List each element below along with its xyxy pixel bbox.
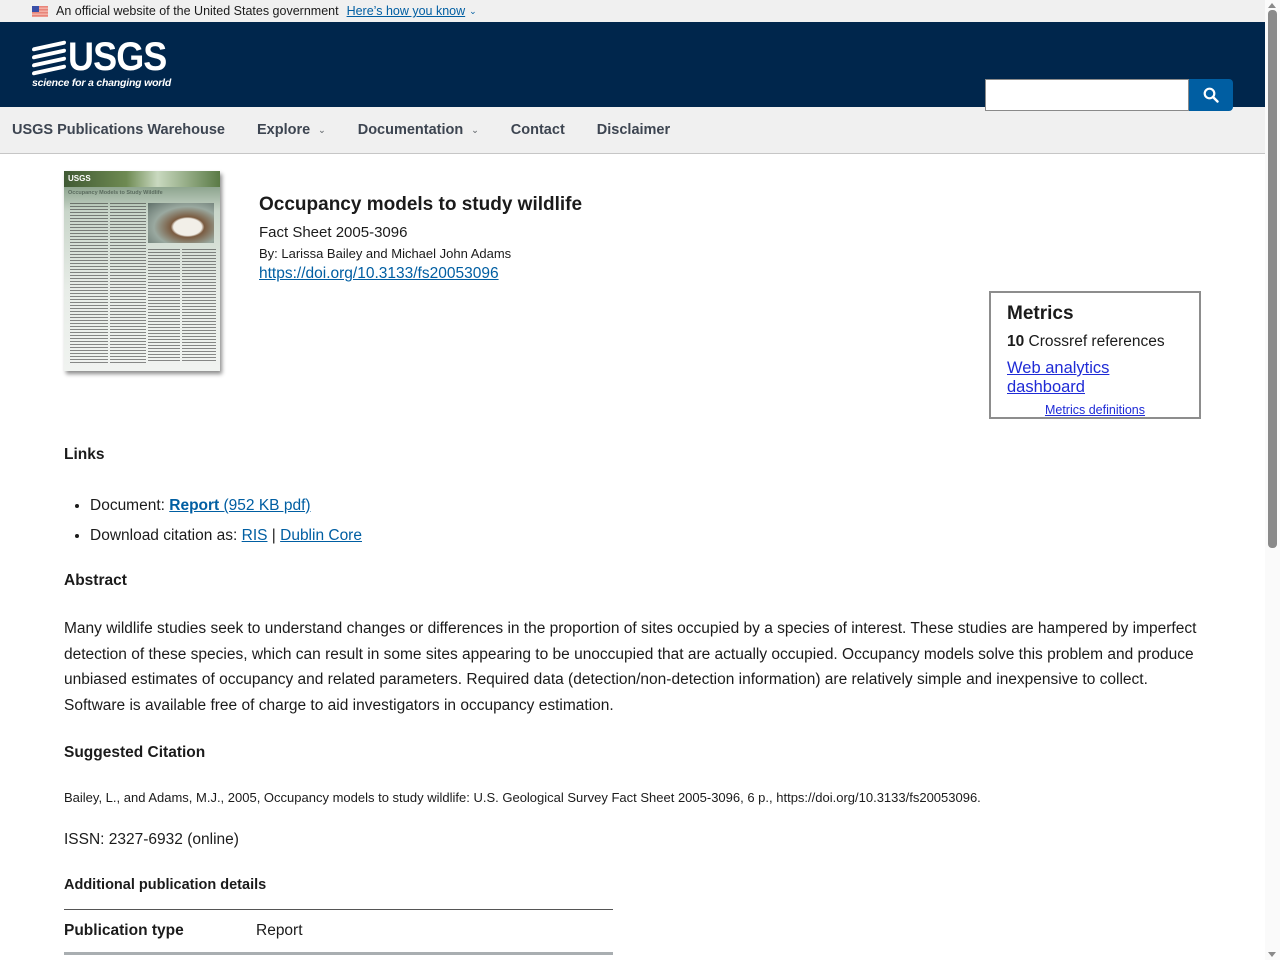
nav-label: USGS Publications Warehouse [12, 122, 225, 138]
salamander-image [148, 203, 214, 243]
nav-explore[interactable] [257, 122, 326, 138]
logo-tagline: science for a changing world [32, 77, 172, 89]
publication-thumbnail[interactable] [64, 171, 220, 371]
nav-label: Explore [256, 122, 311, 138]
nav-documentation[interactable] [358, 122, 479, 138]
detail-value: Report [256, 922, 303, 939]
publication-authors: By: Larissa Bailey and Michael John Adams [259, 246, 512, 261]
chevron-down-icon[interactable]: ⌄ [469, 5, 477, 16]
search-form [985, 79, 1233, 111]
nav-publications-warehouse[interactable] [12, 122, 225, 138]
logo-wordmark: USGS [68, 35, 167, 79]
report-pdf-link[interactable] [169, 497, 310, 514]
heres-how-you-know-link[interactable]: Here’s how you know [346, 4, 466, 18]
crossref-label: Crossref references [1024, 333, 1165, 350]
metrics-definitions-link[interactable]: Metrics definitions [1044, 403, 1146, 417]
separator: | [267, 527, 281, 544]
usgs-waves-icon [32, 40, 66, 74]
doi-link[interactable]: https://doi.org/10.3133/fs20053096 [259, 265, 499, 282]
dublin-core-link[interactable]: Dublin Core [280, 527, 362, 544]
usgs-logo[interactable] [32, 35, 177, 89]
chevron-down-icon: ⌄ [471, 124, 479, 135]
main-nav [0, 107, 1265, 154]
scroll-up-arrow-icon[interactable] [1268, 3, 1276, 8]
gov-banner-text: An official website of the United States government [56, 4, 339, 18]
detail-key: Publication type [64, 922, 184, 939]
citation-heading: Suggested Citation [64, 744, 206, 761]
thumbnail-title: Occupancy Models to Study Wildlife [68, 190, 163, 196]
search-button[interactable] [1189, 79, 1233, 111]
thumbnail-logo: USGS [68, 174, 91, 183]
nav-label: Contact [510, 122, 565, 138]
list-item [90, 491, 362, 521]
abstract-heading: Abstract [64, 572, 127, 589]
details-heading: Additional publication details [64, 877, 267, 893]
table-row [64, 910, 613, 952]
metrics-heading: Metrics [1007, 303, 1074, 324]
issn: ISSN: 2327-6932 (online) [64, 831, 239, 848]
scrollbar-thumb[interactable] [1268, 10, 1277, 548]
document-label: Document: [90, 497, 170, 514]
publication-series: Fact Sheet 2005-3096 [259, 224, 408, 241]
crossref-references [1007, 333, 1183, 351]
links-list [90, 491, 362, 551]
page-title: Occupancy models to study wildlife [259, 194, 583, 215]
search-input[interactable] [985, 79, 1189, 111]
nav-contact[interactable] [511, 122, 565, 138]
scroll-down-arrow-icon[interactable] [1268, 952, 1276, 957]
publication-header [259, 194, 582, 283]
citation-label: Download citation as: [90, 527, 242, 544]
report-link-text: Report [169, 497, 224, 514]
page-scrollbar[interactable] [1265, 0, 1280, 960]
nav-label: Documentation [357, 122, 464, 138]
list-item [90, 521, 362, 551]
citation-text: Bailey, L., and Adams, M.J., 2005, Occupancy models to study wildlife: U.S. Geological Survey Fact Sheet 2005-3096, 6 p., https://doi.org/10.3133/fs20053096. [64, 790, 981, 805]
search-icon [1203, 87, 1219, 103]
chevron-down-icon: ⌄ [318, 124, 326, 135]
site-header [0, 22, 1265, 107]
ris-link[interactable]: RIS [241, 527, 268, 544]
metrics-box [989, 291, 1201, 419]
report-size: (952 KB pdf) [223, 497, 311, 514]
gov-banner [0, 0, 1265, 22]
nav-label: Disclaimer [596, 122, 671, 138]
nav-disclaimer[interactable] [597, 122, 670, 138]
web-analytics-link[interactable]: Web analytics dashboard [1007, 359, 1110, 396]
crossref-count: 10 [1007, 333, 1025, 350]
abstract-text: Many wildlife studies seek to understand changes or differences in the proportion of sites occupied by a species of interest. These studies are hampered by imperfect detection of these species, which can result in some sites appearing to be unoccupied that are actually occupied. Occupancy models solve this problem and produce unbiased estimates of occupancy and related parameters. Required data (detection/non-detection information) are relatively simple and inexpensive to collect. Software is available free of charge to aid investigators in occupancy estimation. [64, 620, 1197, 714]
us-flag-icon [32, 6, 48, 17]
links-heading: Links [64, 446, 105, 463]
details-table [64, 909, 613, 955]
